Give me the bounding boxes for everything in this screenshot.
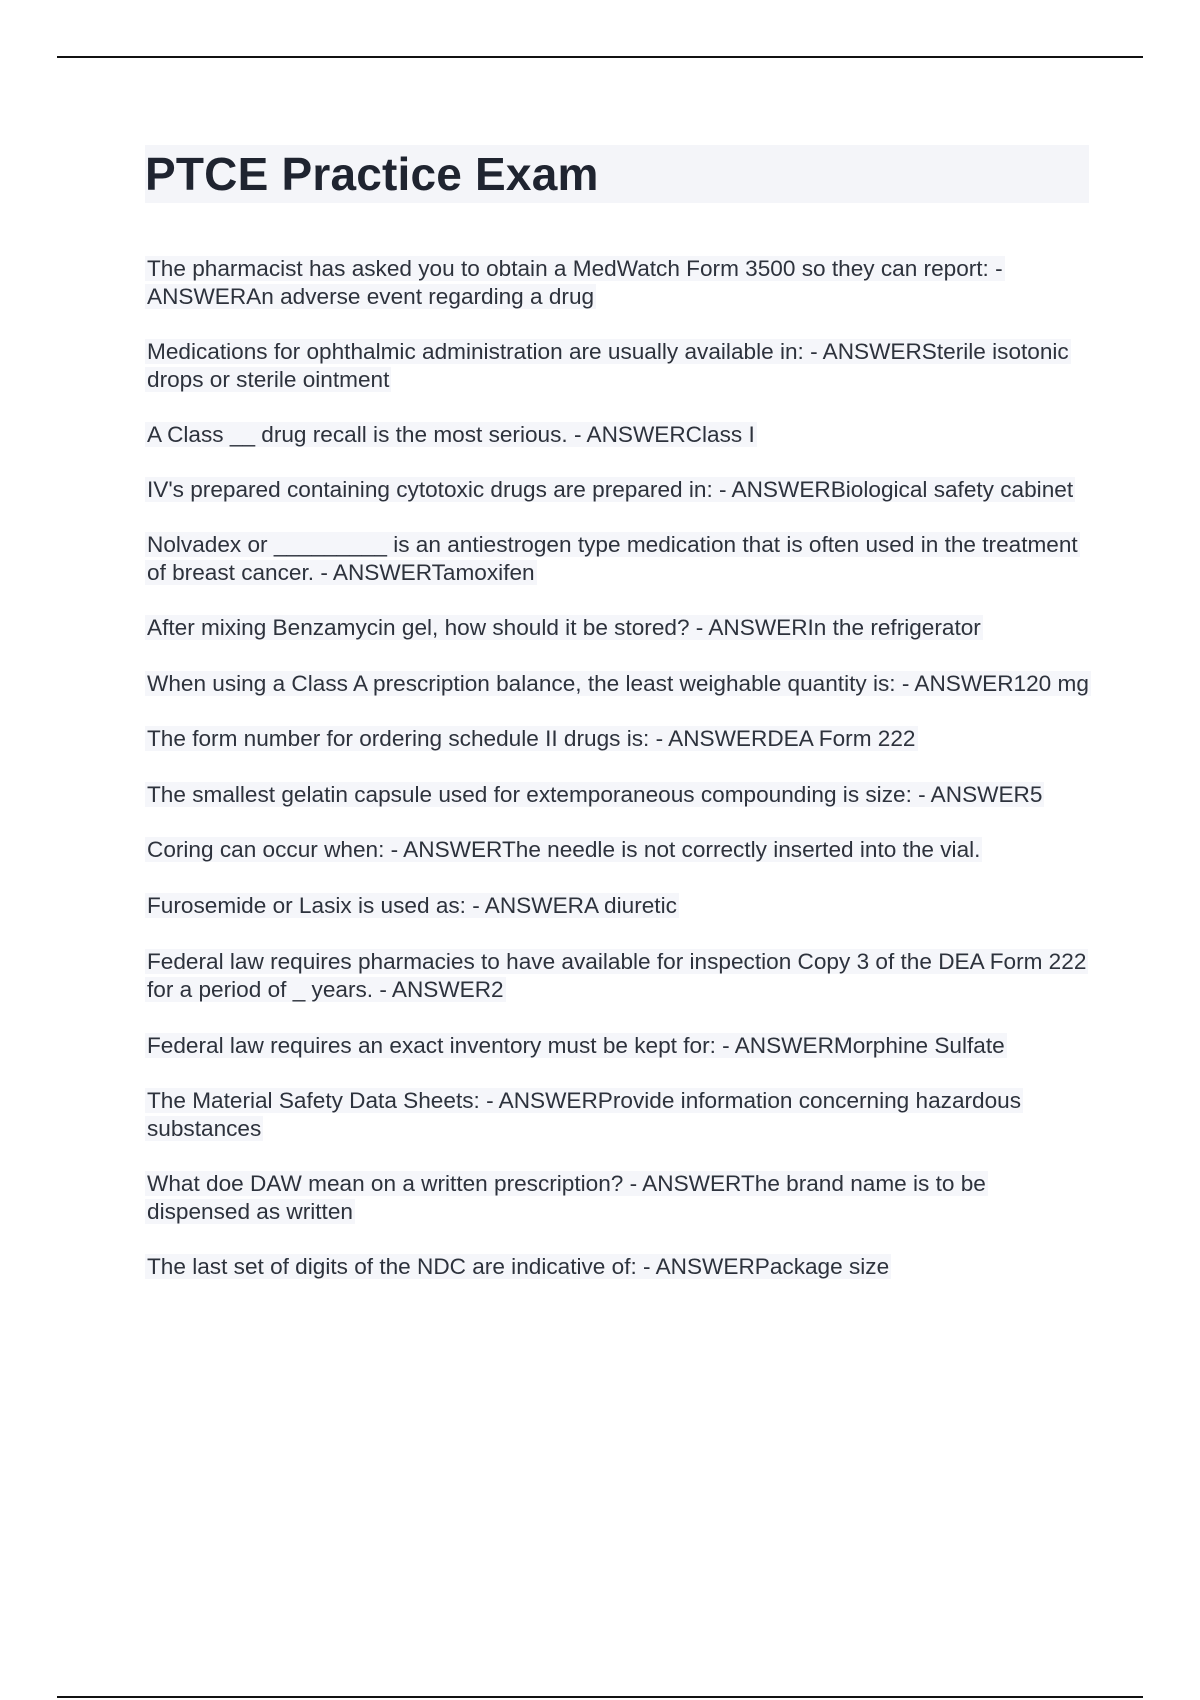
- qa-text: Medications for ophthalmic administration are usually available in: - ANSWERSterile isotonic drops or sterile ointment: [147, 339, 1069, 392]
- qa-text: What doe DAW mean on a written prescription? - ANSWERThe brand name is to be dispensed as written: [147, 1171, 986, 1224]
- qa-item: [145, 781, 1095, 809]
- qa-item: [145, 1032, 1095, 1060]
- qa-text: The smallest gelatin capsule used for extemporaneous compounding is size: - ANSWER5: [147, 782, 1043, 807]
- qa-text: The last set of digits of the NDC are indicative of: - ANSWERPackage size: [147, 1254, 890, 1279]
- qa-item: [145, 670, 1095, 698]
- qa-item: [145, 338, 1095, 394]
- qa-item: [145, 255, 1095, 311]
- qa-list: [145, 255, 1095, 1281]
- qa-text: The form number for ordering schedule II drugs is: - ANSWERDEA Form 222: [147, 726, 916, 751]
- qa-text: IV's prepared containing cytotoxic drugs are prepared in: - ANSWERBiological safety cabinet: [147, 477, 1074, 502]
- qa-text: Coring can occur when: - ANSWERThe needle is not correctly inserted into the vial.: [147, 837, 981, 862]
- title-banner: [145, 145, 1089, 203]
- qa-text: The Material Safety Data Sheets: - ANSWERProvide information concerning hazardous substances: [147, 1088, 1022, 1141]
- qa-text: Nolvadex or _________ is an antiestrogen type medication that is often used in the treatment of breast cancer. - ANSWERTamoxifen: [147, 532, 1078, 585]
- qa-text: When using a Class A prescription balance, the least weighable quantity is: - ANSWER120 mg: [147, 671, 1089, 696]
- bottom-divider: [57, 1696, 1143, 1698]
- qa-item: [145, 836, 1095, 864]
- page-title: PTCE Practice Exam: [145, 148, 599, 200]
- qa-text: A Class __ drug recall is the most serious. - ANSWERClass I: [147, 422, 755, 447]
- qa-text: Federal law requires pharmacies to have available for inspection Copy 3 of the DEA Form 222 for a period of _ years. - ANSWER2: [147, 949, 1087, 1002]
- qa-item: [145, 476, 1095, 504]
- qa-item: [145, 421, 1095, 449]
- qa-item: [145, 725, 1095, 753]
- qa-item: [145, 614, 1095, 642]
- qa-item: [145, 1170, 1095, 1226]
- qa-item: [145, 892, 1095, 920]
- qa-item: [145, 531, 1095, 587]
- qa-item: [145, 948, 1095, 1004]
- qa-item: [145, 1253, 1095, 1281]
- qa-text: The pharmacist has asked you to obtain a MedWatch Form 3500 so they can report: - ANSWERAn adverse event regarding a drug: [147, 256, 1003, 309]
- qa-text: Furosemide or Lasix is used as: - ANSWERA diuretic: [147, 893, 677, 918]
- qa-text: Federal law requires an exact inventory must be kept for: - ANSWERMorphine Sulfate: [147, 1033, 1005, 1058]
- qa-text: After mixing Benzamycin gel, how should it be stored? - ANSWERIn the refrigerator: [147, 615, 981, 640]
- qa-item: [145, 1087, 1095, 1143]
- top-divider: [57, 56, 1143, 58]
